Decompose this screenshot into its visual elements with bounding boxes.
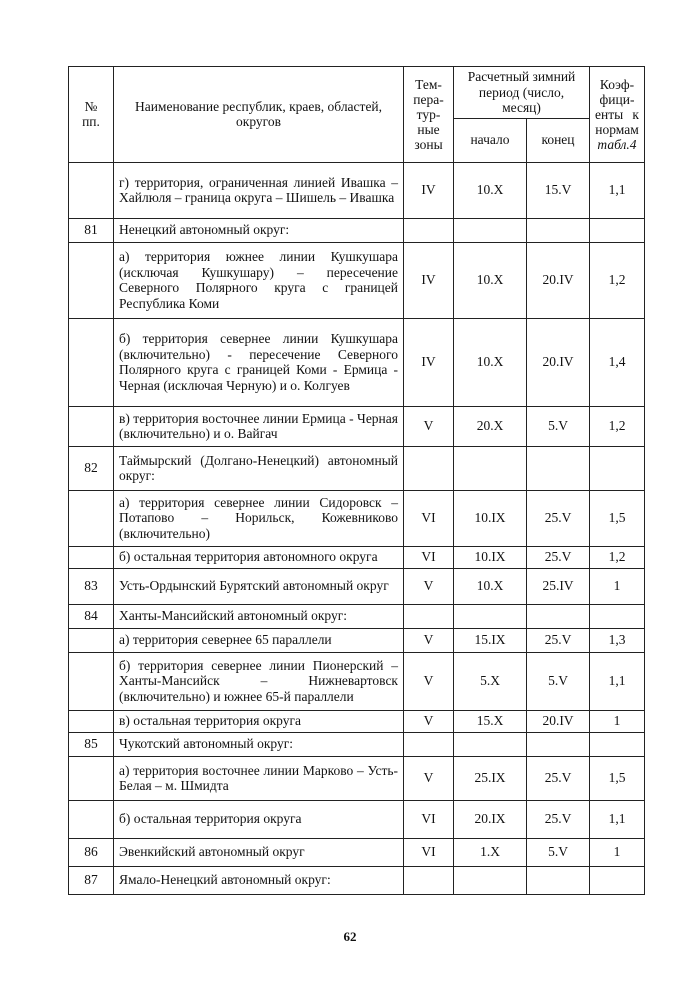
row-start <box>454 218 527 242</box>
row-temp-zone: VI <box>404 800 454 838</box>
row-name: г) территория, ограниченная линией Ивашка – Хайлюля – граница округа – Шишель – Ивашка <box>114 162 404 218</box>
row-number <box>69 652 114 710</box>
header-name: Наименование республик, краев, областей, округов <box>114 67 404 163</box>
row-coefficient <box>590 866 645 894</box>
row-start: 1.X <box>454 838 527 866</box>
row-number: 84 <box>69 604 114 628</box>
table-row <box>69 406 645 446</box>
row-name: Ненецкий автономный округ: <box>114 218 404 242</box>
row-number <box>69 242 114 318</box>
row-end: 25.V <box>527 546 590 568</box>
row-name: а) территория южнее линии Кушкушара (исключая Кушкушару) – пересечение Северного Полярного круга с границей Республика Коми <box>114 242 404 318</box>
row-end: 5.V <box>527 652 590 710</box>
row-number <box>69 756 114 800</box>
row-coefficient: 1,1 <box>590 652 645 710</box>
row-temp-zone: IV <box>404 242 454 318</box>
row-start: 10.X <box>454 162 527 218</box>
row-name: в) остальная территория округа <box>114 710 404 732</box>
row-coefficient: 1 <box>590 568 645 604</box>
row-name: Ямало-Ненецкий автономный округ: <box>114 866 404 894</box>
row-coefficient <box>590 604 645 628</box>
table-row <box>69 162 645 218</box>
row-start <box>454 866 527 894</box>
row-temp-zone: VI <box>404 490 454 546</box>
row-coefficient <box>590 446 645 490</box>
row-start: 20.X <box>454 406 527 446</box>
row-number: 82 <box>69 446 114 490</box>
row-temp-zone <box>404 446 454 490</box>
table-row <box>69 218 645 242</box>
row-coefficient: 1,3 <box>590 628 645 652</box>
header-coef-l4: нормам <box>595 121 639 137</box>
row-coefficient <box>590 732 645 756</box>
row-coefficient: 1 <box>590 838 645 866</box>
row-number: 83 <box>69 568 114 604</box>
row-temp-zone: V <box>404 710 454 732</box>
row-end: 25.V <box>527 756 590 800</box>
row-temp-zone: IV <box>404 162 454 218</box>
header-temp-zone: Тем- пера- тур- ные зоны <box>404 67 454 163</box>
table-row <box>69 866 645 894</box>
row-name: Ханты-Мансийский автономный округ: <box>114 604 404 628</box>
row-start: 15.IX <box>454 628 527 652</box>
table-row <box>69 732 645 756</box>
row-temp-zone: V <box>404 568 454 604</box>
header-coef-l5: табл.4 <box>597 136 637 152</box>
header-coef-l1: Коэф- <box>599 76 635 92</box>
row-coefficient <box>590 218 645 242</box>
row-end: 25.V <box>527 490 590 546</box>
row-coefficient: 1,2 <box>590 546 645 568</box>
row-number <box>69 628 114 652</box>
row-coefficient: 1,4 <box>590 318 645 406</box>
table-row <box>69 604 645 628</box>
table-row <box>69 446 645 490</box>
row-name: в) территория восточнее линии Ермица - Черная (включительно) и о. Вайгач <box>114 406 404 446</box>
table-row <box>69 318 645 406</box>
row-end: 20.IV <box>527 710 590 732</box>
row-temp-zone: V <box>404 652 454 710</box>
row-start: 10.IX <box>454 490 527 546</box>
row-name: Усть-Ордынский Бурятский автономный округ <box>114 568 404 604</box>
row-temp-zone: V <box>404 406 454 446</box>
row-coefficient: 1,1 <box>590 162 645 218</box>
row-temp-zone: IV <box>404 318 454 406</box>
row-end: 25.IV <box>527 568 590 604</box>
row-end <box>527 604 590 628</box>
row-start: 15.X <box>454 710 527 732</box>
table-row <box>69 546 645 568</box>
row-temp-zone <box>404 604 454 628</box>
row-end: 25.V <box>527 628 590 652</box>
row-end: 5.V <box>527 406 590 446</box>
row-number <box>69 406 114 446</box>
header-end: конец <box>527 118 590 162</box>
row-temp-zone: VI <box>404 838 454 866</box>
row-number: 86 <box>69 838 114 866</box>
row-end: 15.V <box>527 162 590 218</box>
row-number <box>69 546 114 568</box>
row-name: Чукотский автономный округ: <box>114 732 404 756</box>
row-end: 5.V <box>527 838 590 866</box>
row-number <box>69 490 114 546</box>
row-number <box>69 162 114 218</box>
page-number: 62 <box>343 929 357 944</box>
row-temp-zone: VI <box>404 546 454 568</box>
row-name: Эвенкийский автономный округ <box>114 838 404 866</box>
table-row <box>69 490 645 546</box>
row-start: 10.IX <box>454 546 527 568</box>
table-row <box>69 242 645 318</box>
row-name: Таймырский (Долгано-Ненецкий) автономный округ: <box>114 446 404 490</box>
row-coefficient: 1,5 <box>590 756 645 800</box>
row-start <box>454 446 527 490</box>
row-name: б) остальная территория автономного округа <box>114 546 404 568</box>
row-temp-zone <box>404 218 454 242</box>
row-temp-zone <box>404 732 454 756</box>
table-row <box>69 628 645 652</box>
row-name: б) территория севернее линии Пионерский – Ханты-Мансийск – Нижневартовск (включительно) и южнее 65-й параллели <box>114 652 404 710</box>
header-winter-period: Расчетный зимний период (число, месяц) <box>454 67 590 119</box>
table-body <box>69 162 645 894</box>
table-row <box>69 838 645 866</box>
table-row <box>69 652 645 710</box>
row-name: б) территория севернее линии Кушкушара (включительно) - пересечение Северного Полярного круга с границей Коми - Ермица - Черная (исключая Черную) и о. Колгуев <box>114 318 404 406</box>
row-end <box>527 218 590 242</box>
row-end: 25.V <box>527 800 590 838</box>
row-start: 25.IX <box>454 756 527 800</box>
row-end <box>527 732 590 756</box>
row-number: 81 <box>69 218 114 242</box>
table-row <box>69 568 645 604</box>
table-row <box>69 756 645 800</box>
row-start: 20.IX <box>454 800 527 838</box>
regions-table <box>68 66 645 895</box>
table-row <box>69 800 645 838</box>
row-temp-zone: V <box>404 628 454 652</box>
row-coefficient: 1 <box>590 710 645 732</box>
row-start: 10.X <box>454 242 527 318</box>
row-end <box>527 866 590 894</box>
row-coefficient: 1,5 <box>590 490 645 546</box>
row-start: 5.X <box>454 652 527 710</box>
row-name: б) остальная территория округа <box>114 800 404 838</box>
row-start <box>454 732 527 756</box>
row-start: 10.X <box>454 318 527 406</box>
row-number <box>69 318 114 406</box>
row-number: 85 <box>69 732 114 756</box>
row-number <box>69 800 114 838</box>
row-end: 20.IV <box>527 318 590 406</box>
row-temp-zone <box>404 866 454 894</box>
header-coef-l3: енты к <box>595 106 639 122</box>
row-name: а) территория севернее линии Сидоровск – Потапово – Норильск, Кожевниково (включительно) <box>114 490 404 546</box>
header-start: начало <box>454 118 527 162</box>
row-coefficient: 1,2 <box>590 406 645 446</box>
row-name: а) территория севернее 65 параллели <box>114 628 404 652</box>
row-start: 10.X <box>454 568 527 604</box>
header-num: № пп. <box>69 67 114 163</box>
header-coef-l2: фици- <box>599 91 635 107</box>
header-coefficient <box>590 67 645 163</box>
row-coefficient: 1,2 <box>590 242 645 318</box>
row-coefficient: 1,1 <box>590 800 645 838</box>
row-end: 20.IV <box>527 242 590 318</box>
row-start <box>454 604 527 628</box>
row-temp-zone: V <box>404 756 454 800</box>
row-name: а) территория восточнее линии Марково – Усть-Белая – м. Шмидта <box>114 756 404 800</box>
row-number <box>69 710 114 732</box>
row-end <box>527 446 590 490</box>
row-number: 87 <box>69 866 114 894</box>
table-row <box>69 710 645 732</box>
